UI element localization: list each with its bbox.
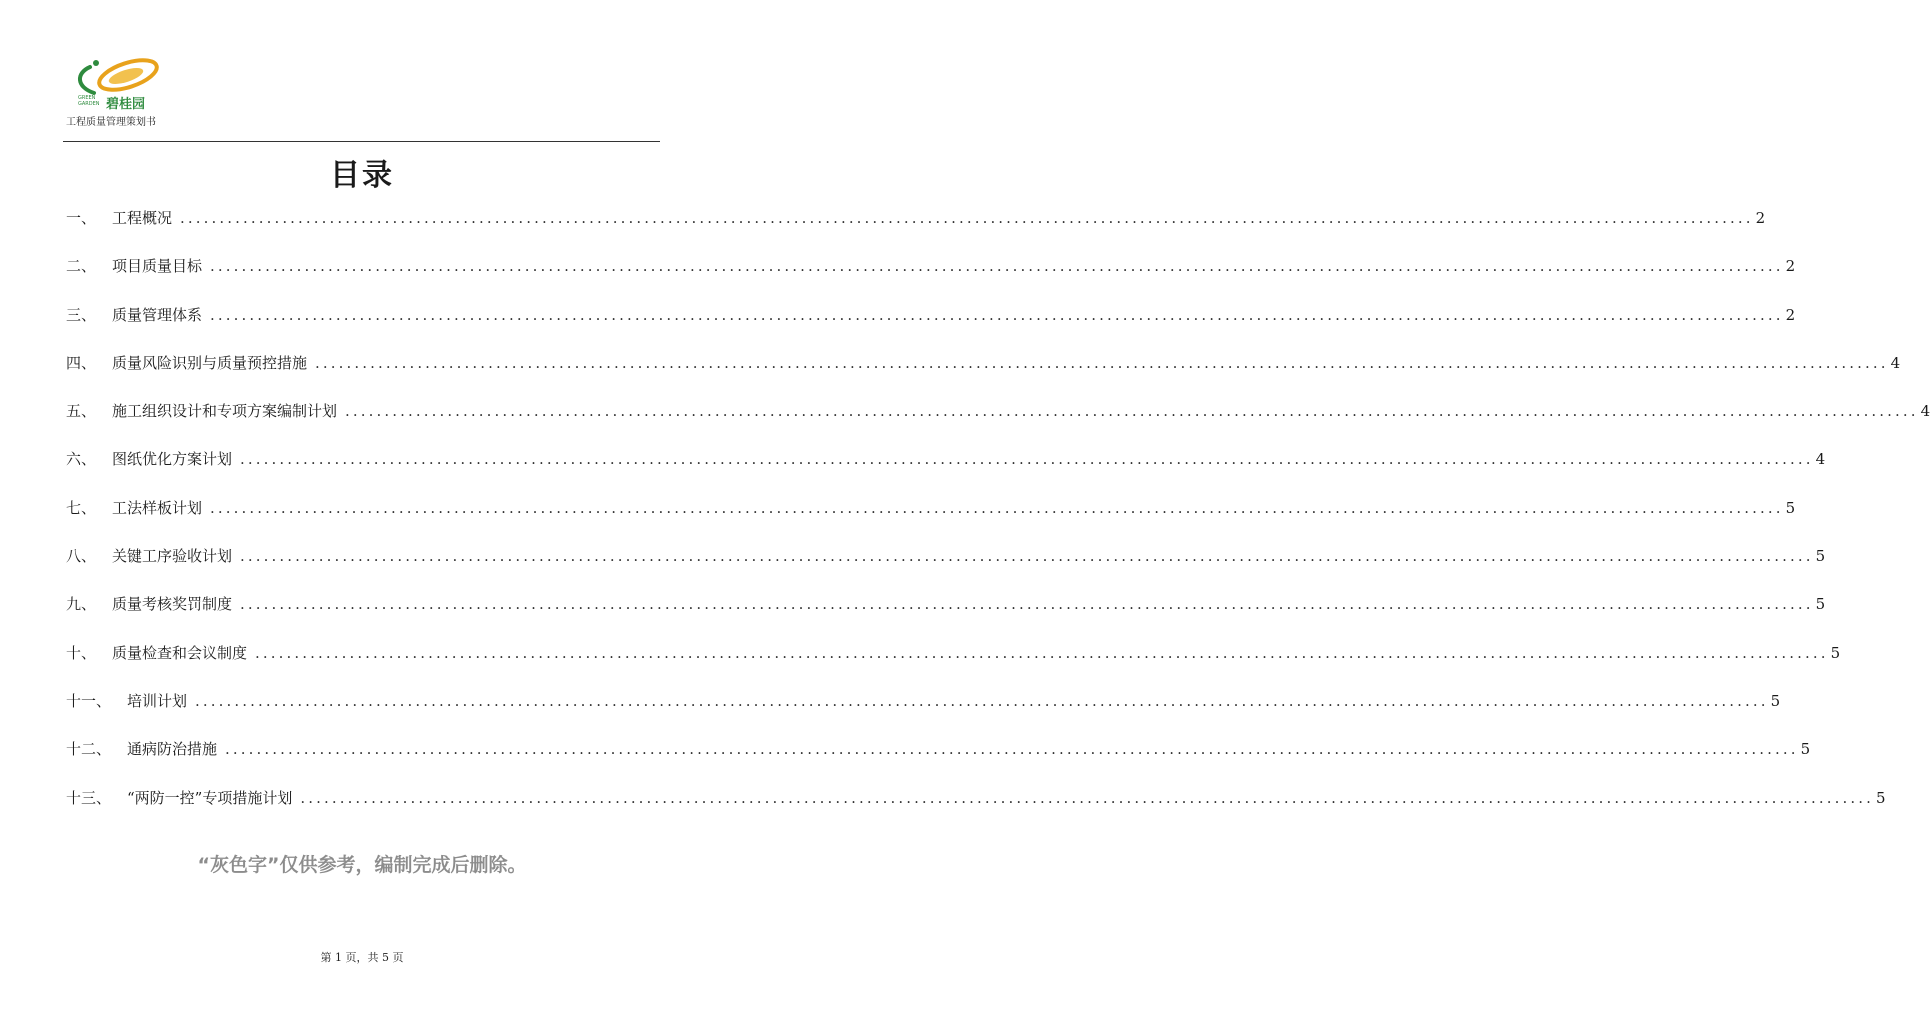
toc-entry-page: 5 [1800, 740, 1811, 759]
toc-leader-dots: ........................................................................................................................................................................................................ [180, 209, 1754, 227]
toc-leader-dots: ........................................................................................................................................................................................................ [240, 450, 1814, 469]
toc-entry-number: 十一、 [66, 691, 112, 710]
toc-entry-number: 五、 [66, 402, 97, 421]
toc-entry[interactable] [66, 206, 1766, 254]
toc-entry[interactable] [66, 592, 1826, 640]
toc-entry-page: 2 [1755, 209, 1766, 227]
toc-entry-title: 质量管理体系 [112, 305, 203, 324]
toc-entry-page: 5 [1785, 498, 1796, 517]
toc-entry-page: 5 [1830, 643, 1841, 662]
toc-entry-number: 六、 [66, 450, 97, 469]
toc-entry-number: 十、 [66, 643, 97, 662]
page-header [62, 55, 662, 145]
toc-entry-number: 三、 [66, 305, 97, 324]
toc-entry-number: 九、 [66, 595, 97, 614]
toc-entry[interactable] [66, 351, 1901, 399]
toc-leader-dots: ........................................................................................................................................................................................................ [345, 402, 1919, 421]
table-of-contents [66, 206, 1930, 834]
logo-chinese-text: 碧桂园 [106, 97, 146, 112]
toc-entry[interactable] [66, 786, 1886, 834]
toc-entry[interactable] [66, 254, 1796, 302]
toc-entry-number: 四、 [66, 353, 97, 372]
page-title: 目录 [330, 158, 394, 193]
toc-entry[interactable] [66, 496, 1796, 544]
toc-leader-dots: ........................................................................................................................................................................................................ [300, 788, 1874, 807]
header-divider [63, 141, 660, 142]
toc-entry[interactable] [66, 689, 1781, 737]
gray-text-note: “灰色字”仅供参考，编制完成后删除。 [197, 854, 527, 876]
toc-entry-title: 质量考核奖罚制度 [112, 595, 233, 614]
toc-entry-page: 4 [1815, 450, 1826, 469]
toc-entry[interactable] [66, 447, 1826, 495]
toc-leader-dots: ........................................................................................................................................................................................................ [240, 547, 1814, 566]
toc-leader-dots: ........................................................................................................................................................................................................ [240, 595, 1814, 614]
toc-entry[interactable] [66, 544, 1826, 592]
toc-entry-number: 十二、 [66, 740, 112, 759]
toc-entry-title: 工程概况 [112, 209, 173, 227]
logo-english-text: GREEN GARDEN [78, 95, 100, 107]
toc-entry[interactable] [66, 399, 1930, 447]
toc-entry-title: 关键工序验收计划 [112, 547, 233, 566]
toc-entry[interactable] [66, 303, 1796, 351]
toc-leader-dots: ........................................................................................................................................................................................................ [195, 691, 1769, 710]
toc-leader-dots: ........................................................................................................................................................................................................ [210, 257, 1784, 276]
toc-entry-page: 2 [1785, 257, 1796, 276]
toc-entry-page: 4 [1890, 353, 1901, 372]
toc-leader-dots: ........................................................................................................................................................................................................ [210, 305, 1784, 324]
toc-entry[interactable] [66, 641, 1841, 689]
toc-entry-page: 2 [1785, 305, 1796, 324]
toc-leader-dots: ........................................................................................................................................................................................................ [255, 643, 1829, 662]
toc-entry-title: “两防一控”专项措施计划 [127, 788, 293, 807]
page-footer: 第 1 页，共 5 页 [320, 951, 404, 964]
toc-entry-title: 质量风险识别与质量预控措施 [112, 353, 308, 372]
document-subtitle: 工程质量管理策划书 [66, 117, 156, 128]
toc-leader-dots: ........................................................................................................................................................................................................ [210, 498, 1784, 517]
toc-entry-number: 二、 [66, 257, 97, 276]
toc-entry-number: 七、 [66, 498, 97, 517]
toc-entry-page: 5 [1770, 691, 1781, 710]
toc-entry-number: 八、 [66, 547, 97, 566]
toc-entry-title: 图纸优化方案计划 [112, 450, 233, 469]
toc-entry-title: 项目质量目标 [112, 257, 203, 276]
toc-entry-page: 5 [1815, 547, 1826, 566]
toc-leader-dots: ........................................................................................................................................................................................................ [225, 740, 1799, 759]
toc-entry-title: 工法样板计划 [112, 498, 203, 517]
toc-entry-title: 质量检查和会议制度 [112, 643, 248, 662]
toc-entry-number: 十三、 [66, 788, 112, 807]
toc-entry-number: 一、 [66, 209, 97, 227]
toc-entry-title: 施工组织设计和专项方案编制计划 [112, 402, 338, 421]
toc-entry-title: 培训计划 [127, 691, 188, 710]
toc-entry-page: 5 [1875, 788, 1886, 807]
toc-entry-title: 通病防治措施 [127, 740, 218, 759]
toc-entry[interactable] [66, 737, 1811, 785]
toc-leader-dots: ........................................................................................................................................................................................................ [315, 353, 1889, 372]
toc-entry-page: 4 [1920, 402, 1930, 421]
toc-entry-page: 5 [1815, 595, 1826, 614]
